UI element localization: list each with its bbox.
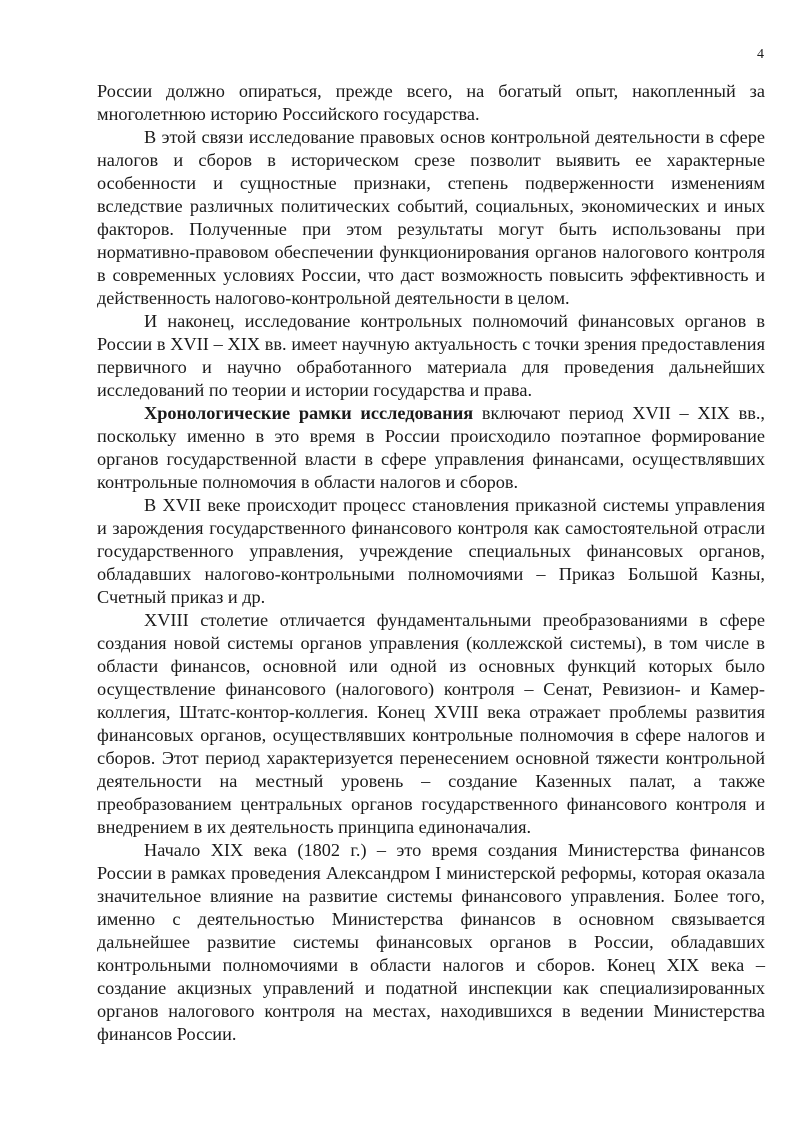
document-body: [97, 80, 765, 1046]
paragraph-continuation: России должно опираться, прежде всего, на богатый опыт, накопленный за многолетнюю историю Российского государства.: [97, 81, 765, 124]
chronological-scope-heading: Хронологические рамки исследования: [144, 403, 474, 423]
paragraph-18th-century: XVIII столетие отличается фундаментальными преобразованиями в сфере создания новой системы органов управления (коллежской системы), в том числе в области финансов, основной или одной из основных функций которых было осуществление финансового (налогового) контроля – Сенат, Ревизион- и Камер-коллегия, Штатс-контор-коллегия. Конец XVIII века отражает проблемы развития финансовых органов, осуществлявших контрольные полномочия в сфере налогов и сборов. Этот период характеризуется перенесением основной тяжести контрольной деятельности на местный уровень – создание Казенных палат, а также преобразованием центральных органов государственного финансового контроля и внедрением в их деятельность принципа единоначалия.: [97, 610, 765, 837]
page-number: 4: [757, 47, 764, 62]
paragraph-chronological-scope: [97, 402, 765, 494]
paragraph-19th-century: Начало XIX века (1802 г.) – это время создания Министерства финансов России в рамках проведения Александром I министерской реформы, которая оказала значительное влияние на развитие системы финансового управления. Более того, именно с деятельностью Министерства финансов в основном связывается дальнейшее развитие системы финансовых органов в России, обладавших контрольными полномочиями в области налогов и сборов. Конец XIX века – создание акцизных управлений и податной инспекции как специализированных органов налогового контроля на местах, находившихся в ведении Министерства финансов России.: [97, 840, 765, 1044]
paragraph-17th-century: В XVII веке происходит процесс становления приказной системы управления и зарождения государственного финансового контроля как самостоятельной отрасли государственного управления, учреждение специальных финансовых органов, обладавших налогово-контрольными полномочиями – Приказ Большой Казны, Счетный приказ и др.: [97, 495, 765, 607]
chronological-scope-text: включают период XVII – XIX вв., поскольку именно в это время в России происходило поэтапное формирование органов государственной власти в сфере управления финансами, осуществлявших контрольные полномочия в области налогов и сборов.: [97, 403, 765, 492]
paragraph-scientific-relevance: И наконец, исследование контрольных полномочий финансовых органов в России в XVII – XIX вв. имеет научную актуальность с точки зрения предоставления первичного и научно обработанного материала для проведения дальнейших исследований по теории и истории государства и права.: [97, 311, 765, 400]
paragraph-historical-research: В этой связи исследование правовых основ контрольной деятельности в сфере налогов и сборов в историческом срезе позволит выявить ее характерные особенности и сущностные признаки, степень подверженности изменениям вследствие различных политических событий, социальных, экономических и иных факторов. Полученные при этом результаты могут быть использованы при нормативно-правовом обеспечении функционирования органов налогового контроля в современных условиях России, что даст возможность повысить эффективность и действенность налогово-контрольной деятельности в целом.: [97, 127, 765, 308]
